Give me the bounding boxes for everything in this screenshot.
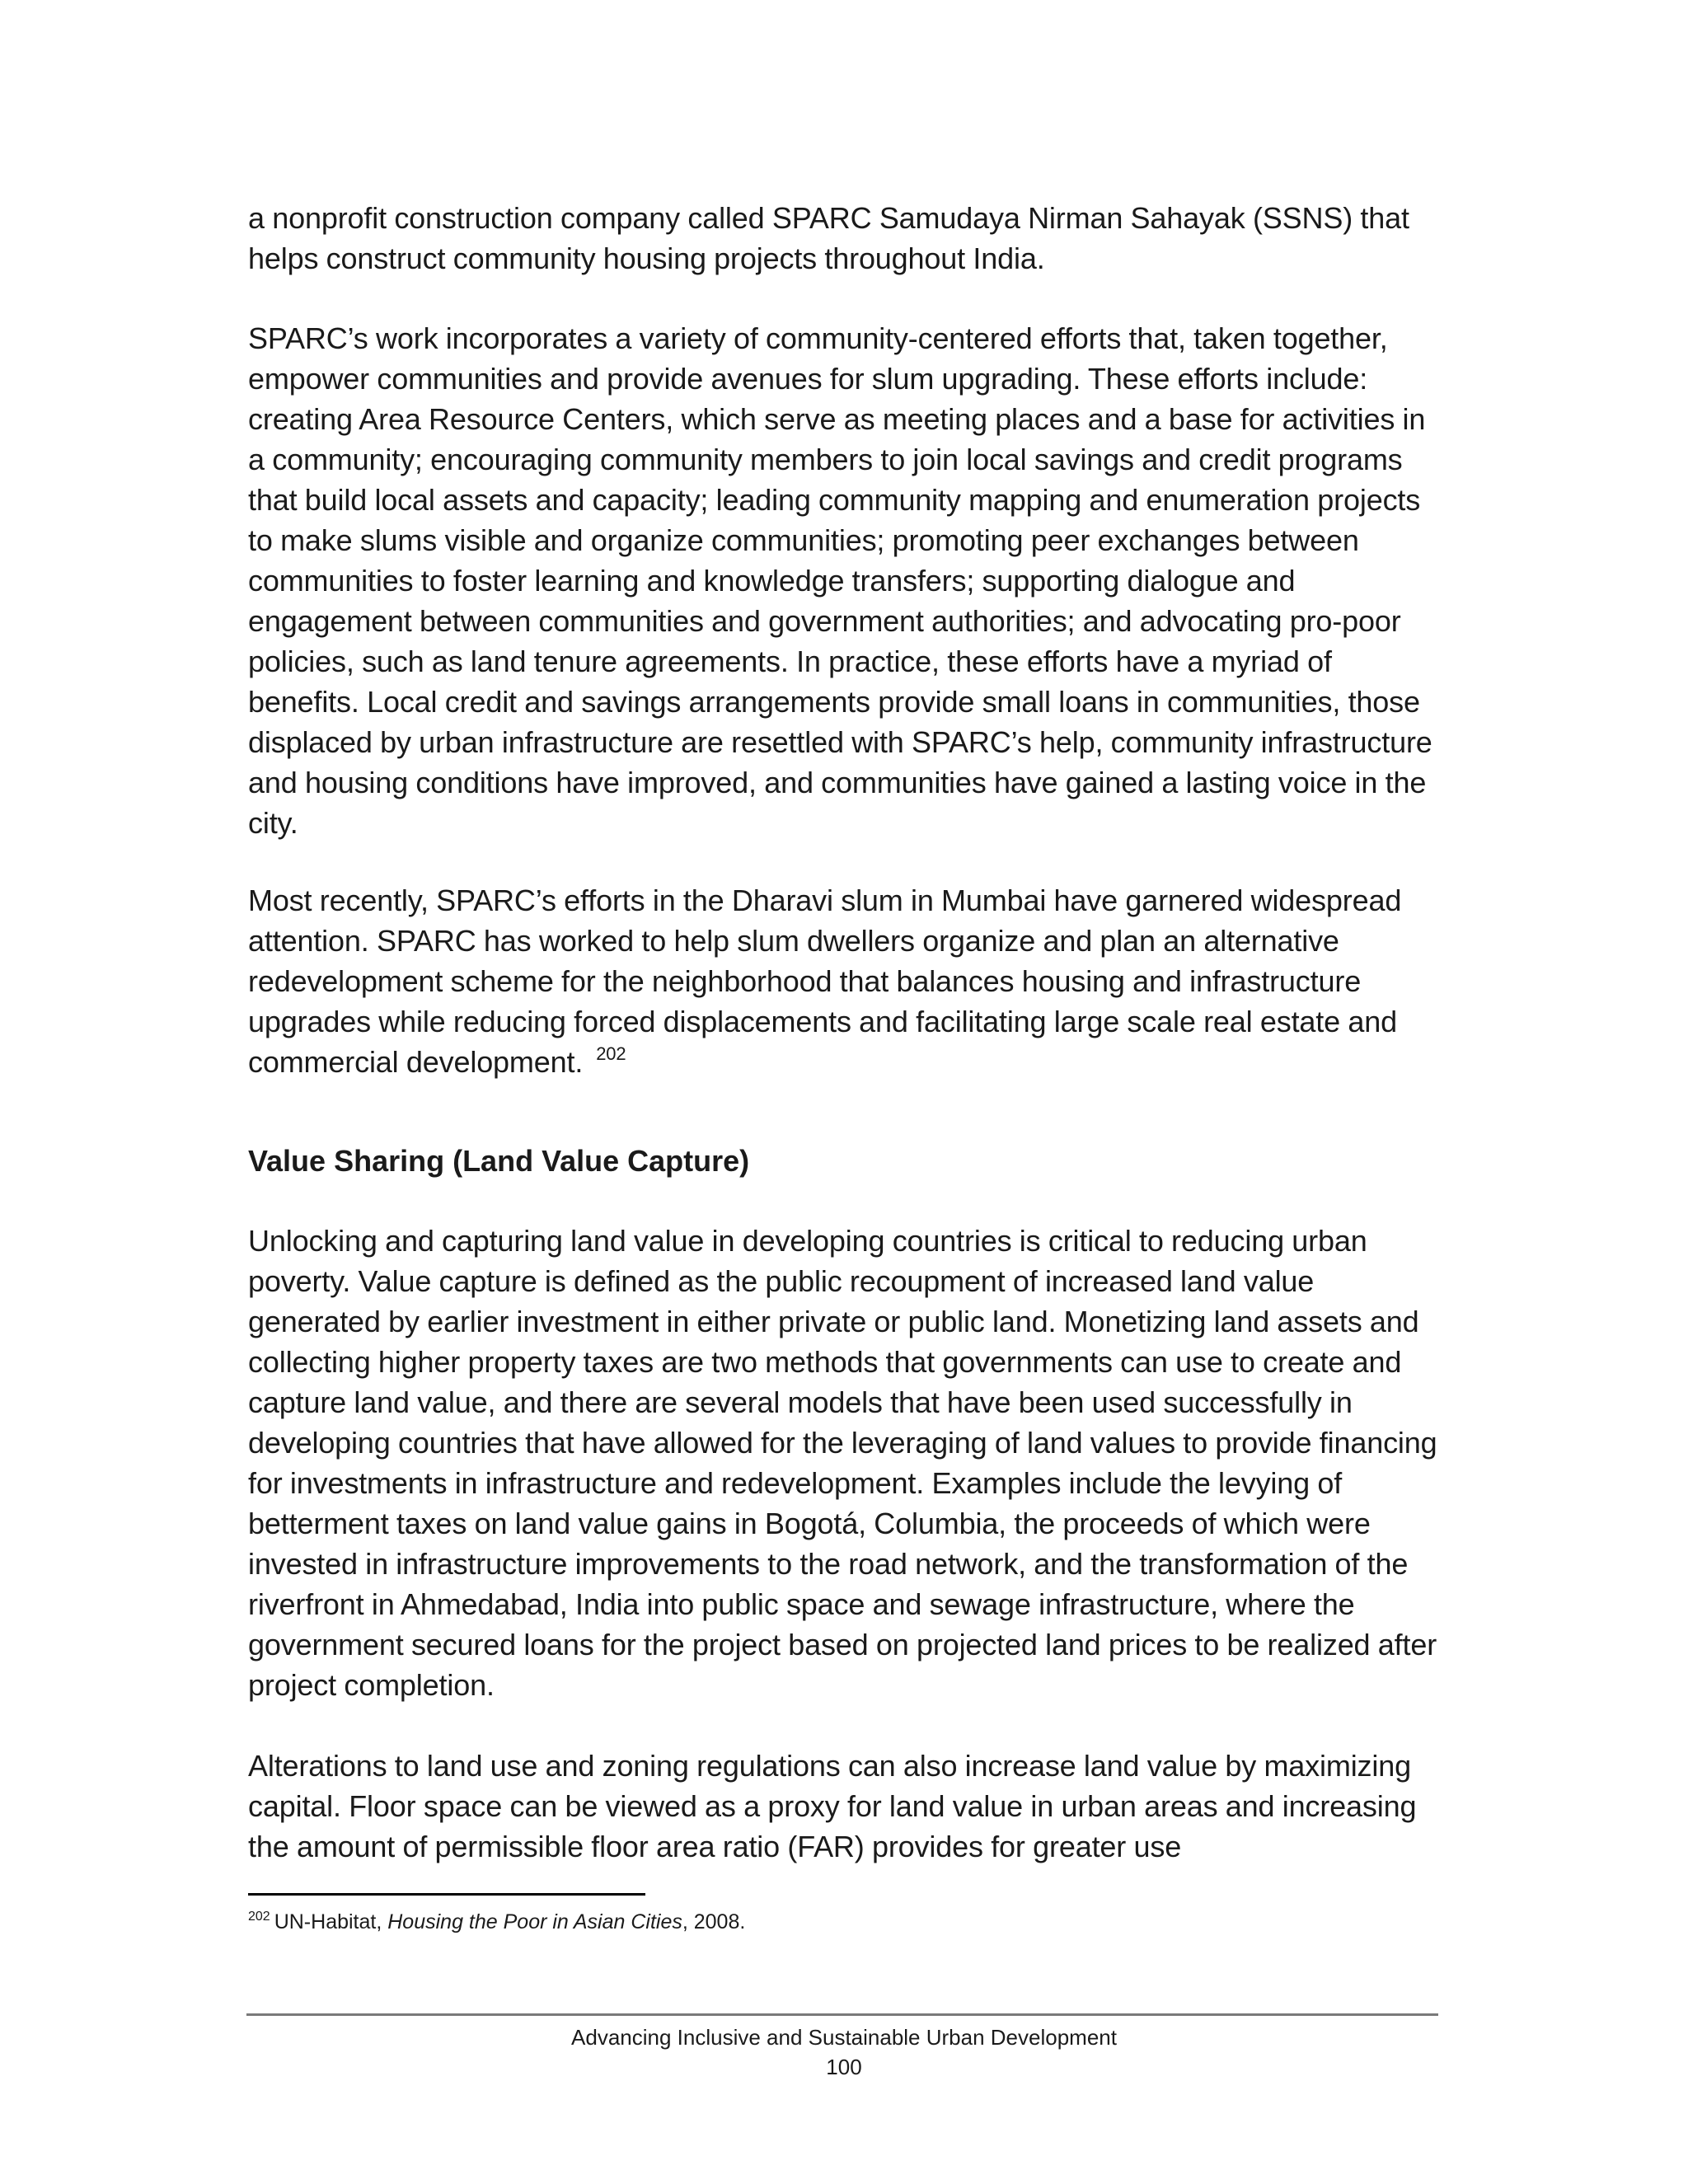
footnote-suffix: , 2008. <box>682 1910 746 1933</box>
paragraph-zoning: Alterations to land use and zoning regulations can also increase land value by maximizing capital. Floor space can be viewed as a proxy for land value in urban areas and increasing the amount of permissible floor area ratio (FAR) provides for greater use <box>248 1749 1417 1863</box>
footnote-prefix: UN-Habitat, <box>274 1910 388 1933</box>
paragraph-ssns: a nonprofit construction company called SPARC Samudaya Nirman Sahayak (SSNS) that helps construct community housing projects throughout India. <box>248 201 1409 275</box>
paragraph-value-capture: Unlocking and capturing land value in developing countries is critical to reducing urban poverty. Value capture is defined as the public recoupment of increased land value generated by earlier investment in either private or public land. Monetizing land assets and collecting higher property taxes are two methods that governments can use to create and capture land value, and there are several models that have been used successfully in developing countries that have allowed for the leveraging of land values to provide financing for investments in infrastructure and redevelopment. Examples include the levying of betterment taxes on land value gains in Bogotá, Columbia, the proceeds of which were invested in infrastructure improvements to the road network, and the transformation of the riverfront in Ahmedabad, India into public space and sewage infrastructure, where the government secured loans for the project based on projected land prices to be realized after project completion. <box>248 1224 1437 1702</box>
paragraph-sparc-work: SPARC’s work incorporates a variety of community-centered efforts that, taken together, empower communities and provide avenues for slum upgrading. These efforts include: creating Area Resource Centers, which serve as meeting places and a base for activities in a community; encouraging community members to join local savings and credit programs that build local assets and capacity; leading community mapping and enumeration projects to make slums visible and organize communities; promoting peer exchanges between communities to foster learning and knowledge transfers; supporting dialogue and engagement between communities and government authorities; and advocating pro-poor policies, such as land tenure agreements. In practice, these efforts have a myriad of benefits. Local credit and savings arrangements provide small loans in communities, those displaced by urban infrastructure are resettled with SPARC’s help, community infrastructure and housing conditions have improved, and communities have gained a lasting voice in the city. <box>248 321 1432 840</box>
page-number: 100 <box>826 2055 862 2079</box>
paragraph-dharavi-text: Most recently, SPARC’s efforts in the Dharavi slum in Mumbai have garnered widespread attention. SPARC has worked to help slum dwellers organize and plan an alternative redevelopment scheme for the neighborhood that balances housing and infrastructure upgrades while reducing forced displacements and facilitating large scale real estate and commercial development. <box>248 883 1402 1079</box>
section-heading: Value Sharing (Land Value Capture) <box>248 1144 750 1178</box>
footer-title: Advancing Inclusive and Sustainable Urban Development <box>571 2025 1117 2050</box>
footnote-reference[interactable]: 202 <box>596 1043 626 1064</box>
footnote <box>248 1908 745 1936</box>
paragraph-dharavi <box>248 880 1443 1082</box>
footer-separator <box>246 2013 1438 2016</box>
footnote-number: 202 <box>248 1910 270 1924</box>
footnote-title: Housing the Poor in Asian Cities <box>387 1910 682 1933</box>
footnote-separator <box>248 1893 645 1896</box>
